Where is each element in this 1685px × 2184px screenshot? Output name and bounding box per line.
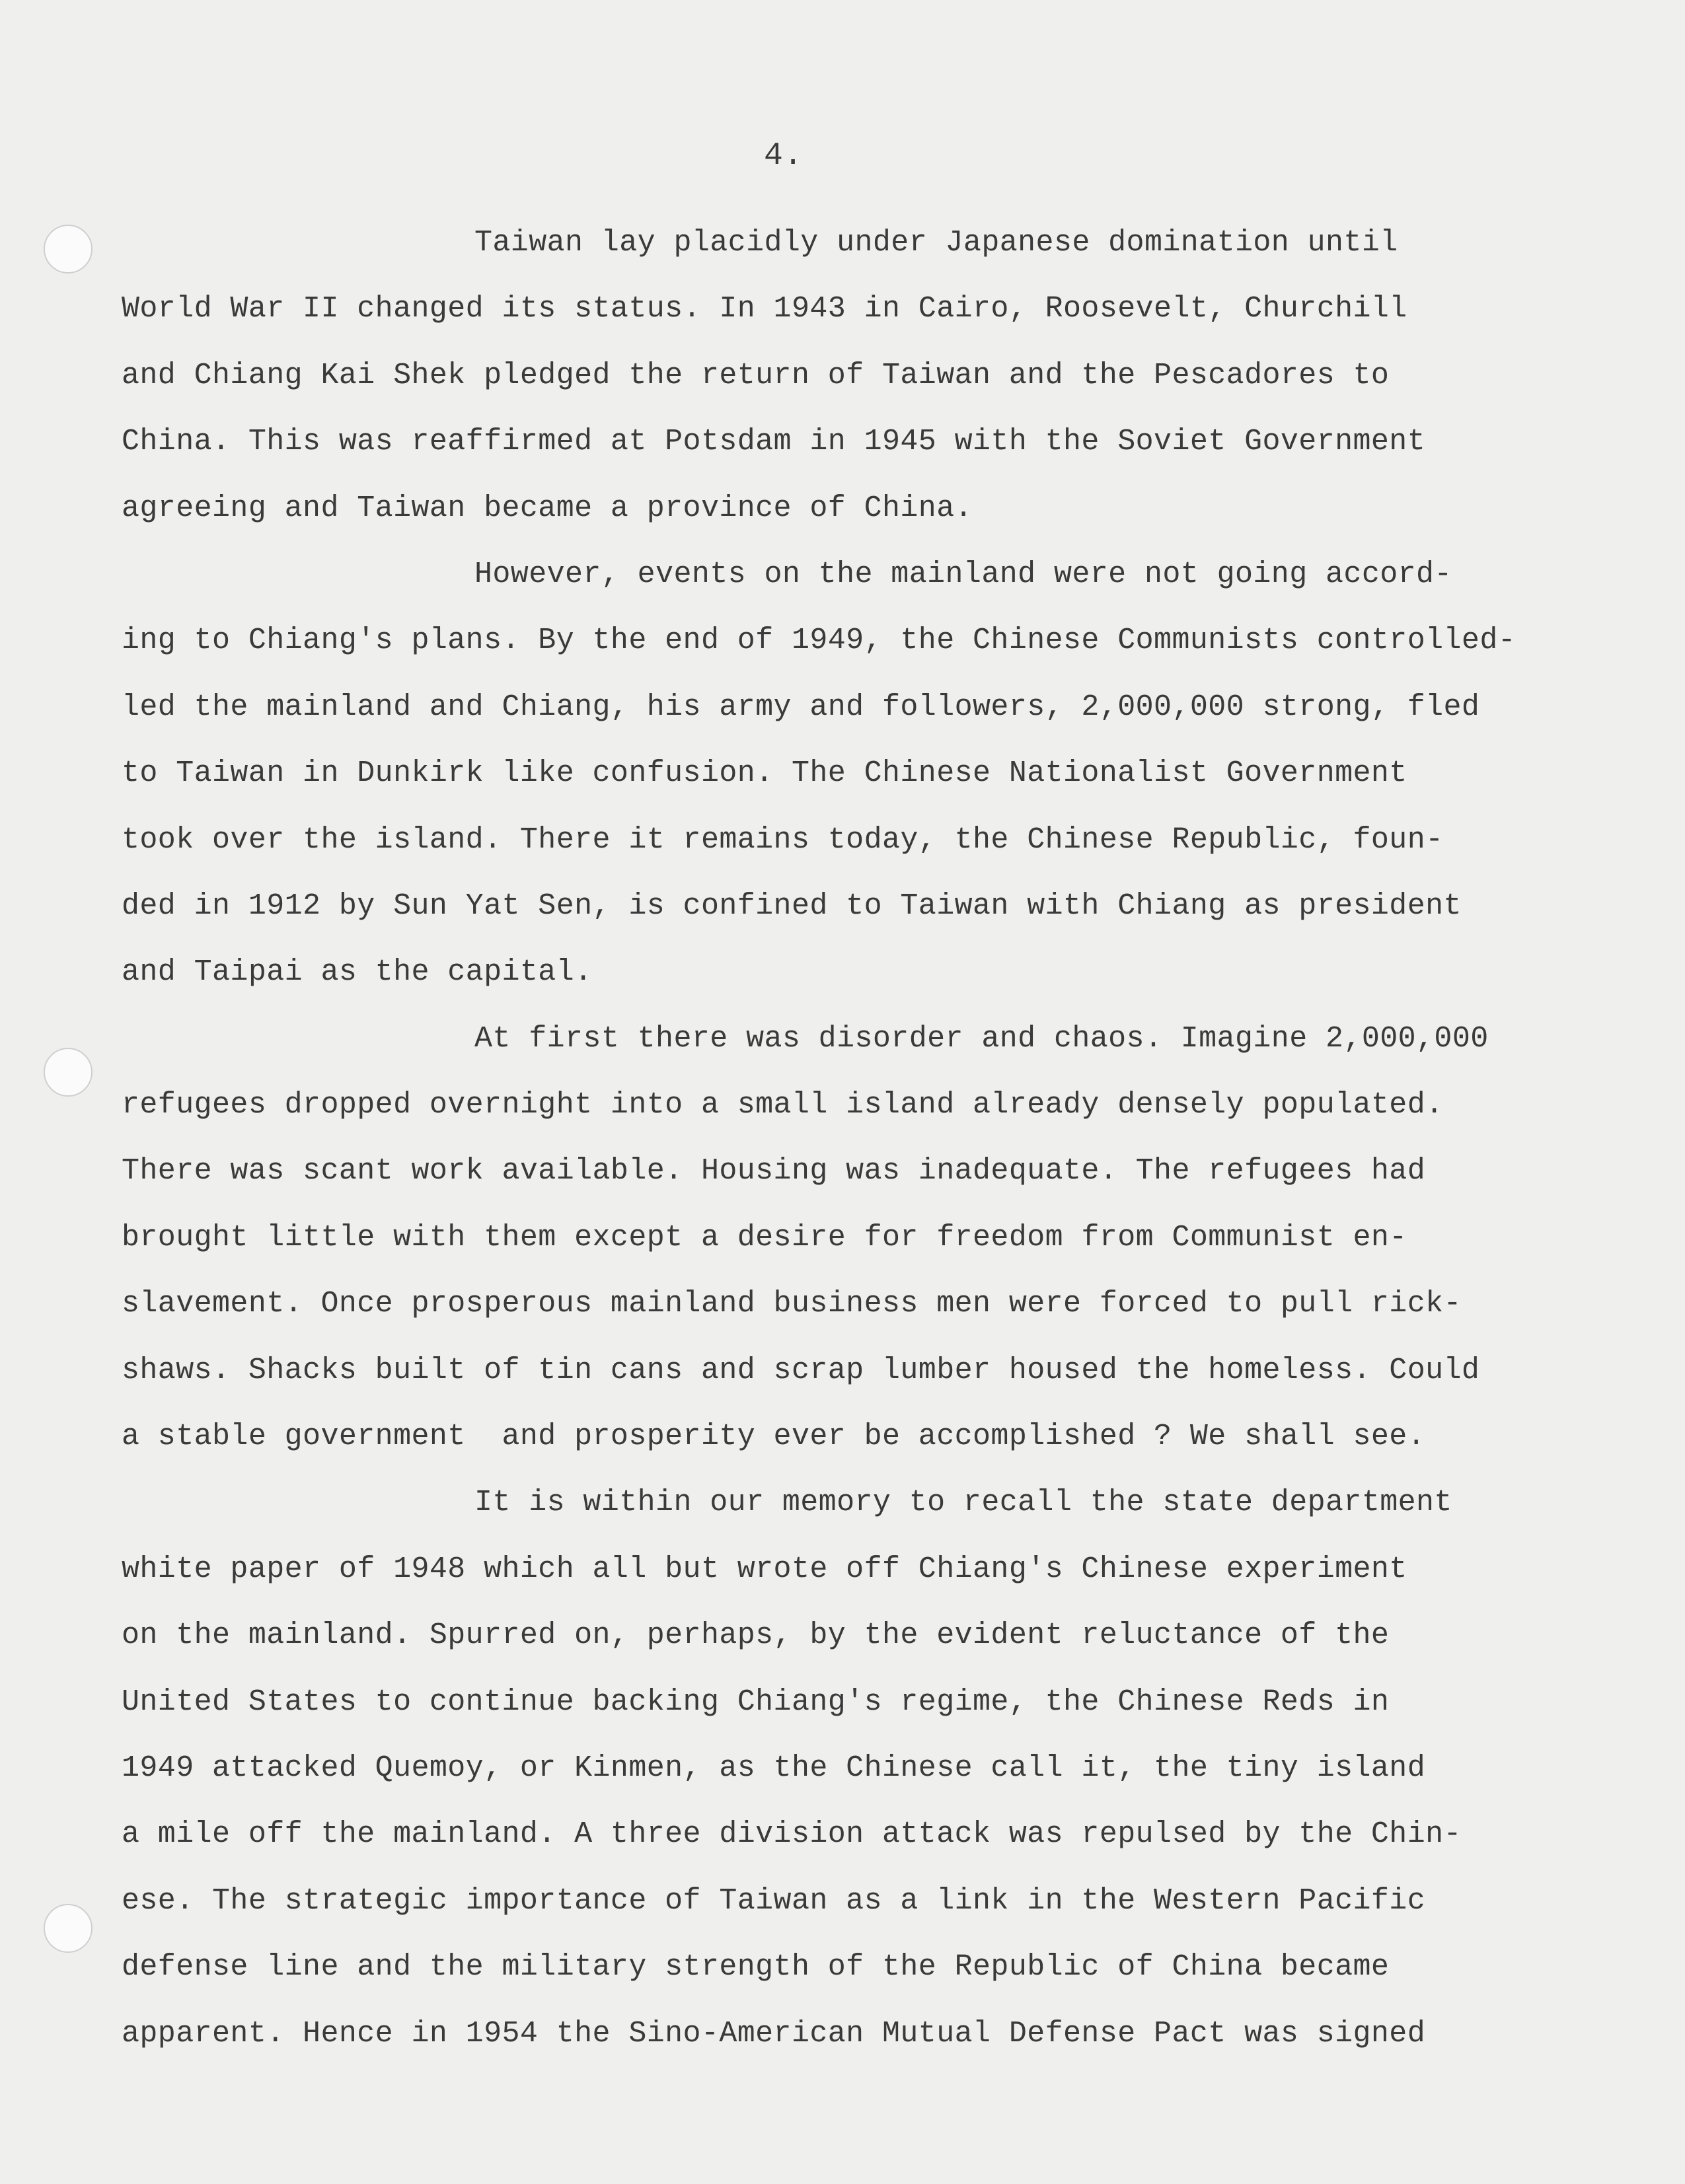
text-line: There was scant work available. Housing was inadequate. The refugees had — [122, 1154, 1426, 1188]
text-line: It is within our memory to recall the state department — [474, 1486, 1452, 1520]
text-line: and Taipai as the capital. — [122, 955, 593, 990]
text-line: shaws. Shacks built of tin cans and scrap lumber housed the homeless. Could — [122, 1353, 1480, 1387]
text-line: took over the island. There it remains today, the Chinese Republic, foun- — [122, 822, 1444, 857]
text-line: agreeing and Taiwan became a province of China. — [122, 491, 973, 525]
text-line: China. This was reaffirmed at Potsdam in 1945 with the Soviet Government — [122, 425, 1426, 459]
text-line: a mile off the mainland. A three division attack was repulsed by the Chin- — [122, 1817, 1462, 1852]
text-line: on the mainland. Spurred on, perhaps, by the evident reluctance of the — [122, 1619, 1390, 1653]
text-line: ese. The strategic importance of Taiwan as a link in the Western Pacific — [122, 1883, 1426, 1918]
text-line: brought little with them except a desire for freedom from Communist en- — [122, 1220, 1407, 1255]
text-line: defense line and the military strength of the Republic of China became — [122, 1950, 1390, 1984]
text-line: ing to Chiang's plans. By the end of 1949, the Chinese Communists controlled- — [122, 624, 1516, 658]
text-line: ded in 1912 by Sun Yat Sen, is confined to Taiwan with Chiang as president — [122, 889, 1462, 923]
text-line: and Chiang Kai Shek pledged the return of Taiwan and the Pescadores to — [122, 358, 1390, 392]
text-line: a stable government and prosperity ever be accomplished ? We shall see. — [122, 1420, 1426, 1454]
text-line: United States to continue backing Chiang's regime, the Chinese Reds in — [122, 1685, 1390, 1719]
text-line: 1949 attacked Quemoy, or Kinmen, as the Chinese call it, the tiny island — [122, 1751, 1426, 1785]
text-line: However, events on the mainland were not going accord- — [474, 557, 1452, 591]
punch-hole — [44, 225, 93, 273]
text-line: white paper of 1948 which all but wrote off Chiang's Chinese experiment — [122, 1552, 1407, 1586]
text-line: to Taiwan in Dunkirk like confusion. The Chinese Nationalist Government — [122, 756, 1407, 791]
text-line: apparent. Hence in 1954 the Sino-American Mutual Defense Pact was signed — [122, 2016, 1426, 2051]
text-line: Taiwan lay placidly under Japanese domination until — [474, 226, 1398, 260]
text-line: slavement. Once prosperous mainland business men were forced to pull rick- — [122, 1287, 1462, 1321]
text-line: refugees dropped overnight into a small island already densely populated. — [122, 1088, 1444, 1122]
punch-hole — [44, 1904, 93, 1953]
text-line: led the mainland and Chiang, his army and followers, 2,000,000 strong, fled — [122, 690, 1480, 724]
text-line: World War II changed its status. In 1943 in Cairo, Roosevelt, Churchill — [122, 292, 1407, 326]
text-line: At first there was disorder and chaos. Imagine 2,000,000 — [474, 1021, 1489, 1056]
typed-text-body — [122, 210, 1602, 2067]
punch-hole — [44, 1048, 93, 1097]
page-number: 4. — [764, 138, 804, 174]
